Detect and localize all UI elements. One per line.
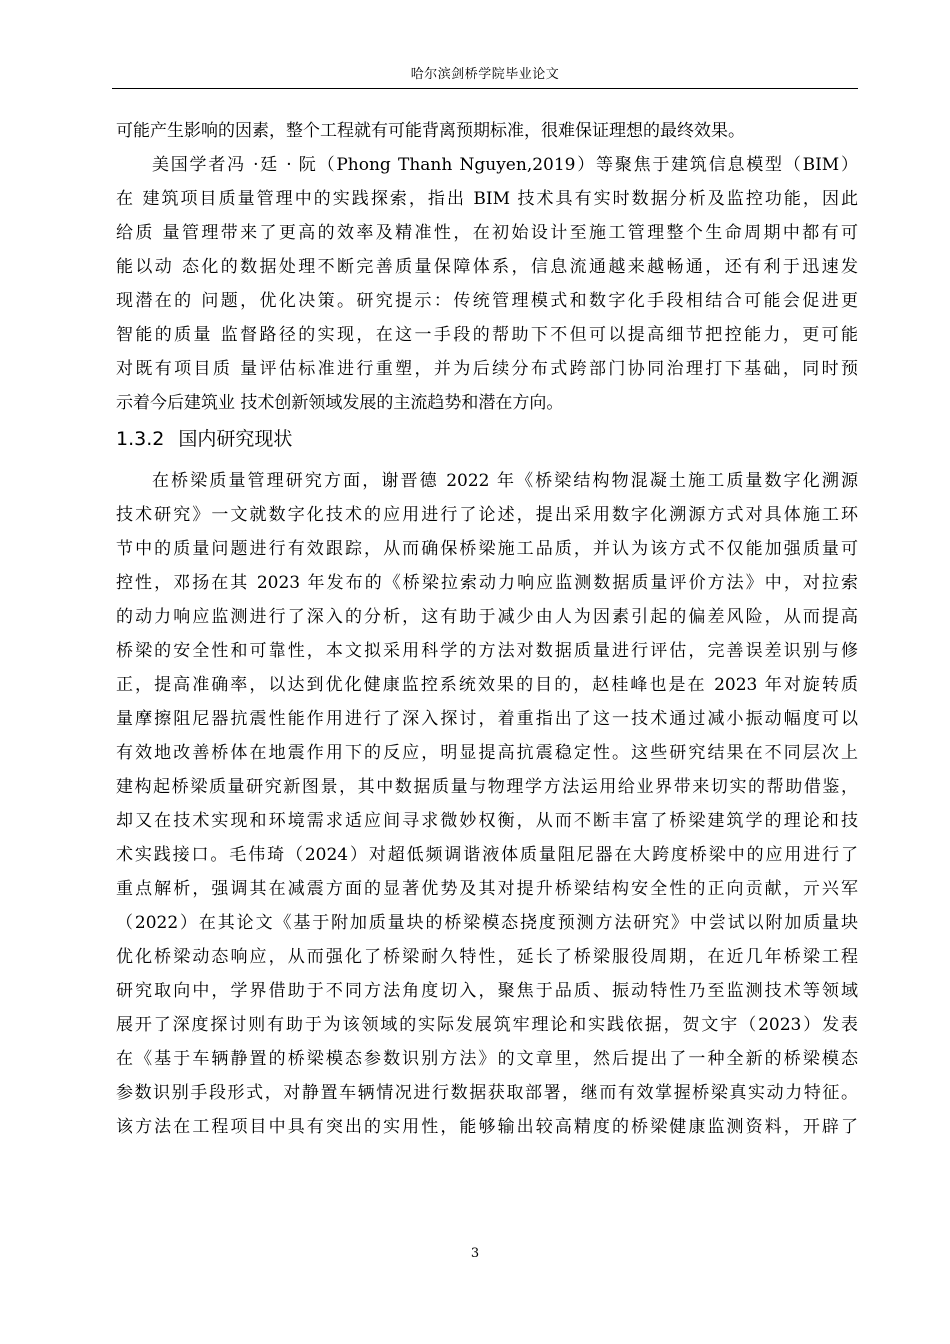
body-text-line: 重点解析，强调其在减震方面的显著优势及其对提升桥梁结构安全性的正向贡献，亓兴军 xyxy=(116,879,858,899)
body-text-line: 在桥梁质量管理研究方面，谢晋德 2022 年《桥梁结构物混凝土施工质量数字化溯源 xyxy=(152,471,858,491)
body-text-line: 能以动 态化的数据处理不断完善质量保障体系，信息流通越来越畅通，还有利于迅速发 xyxy=(116,257,858,277)
page-number: 3 xyxy=(470,1246,480,1261)
section-heading xyxy=(116,424,292,454)
body-text-line: 优化桥梁动态响应，从而强化了桥梁耐久特性，延长了桥梁服役周期，在近几年桥梁工程 xyxy=(116,947,858,967)
body-text-line: 对既有项目质 量评估标准进行重塑，并为后续分布式跨部门协同治理打下基础，同时预 xyxy=(116,359,858,379)
body-text-line: 该方法在工程项目中具有突出的实用性，能够输出较高精度的桥梁健康监测资料，开辟了 xyxy=(116,1117,858,1137)
body-text-line: 可能产生影响的因素，整个工程就有可能背离预期标准，很难保证理想的最终效果。 xyxy=(116,121,745,141)
body-text-line: （2022）在其论文《基于附加质量块的桥梁模态挠度预测方法研究》中尝试以附加质量块 xyxy=(116,913,858,933)
body-text-line: 智能的质量 监督路径的实现，在这一手段的帮助下不但可以提高细节把控能力，更可能 xyxy=(116,325,858,345)
body-text-line: 却又在技术实现和环境需求适应间寻求微妙权衡，从而不断丰富了桥梁建筑学的理论和技 xyxy=(116,811,858,831)
body-text-line: 展开了深度探讨则有助于为该领域的实际发展筑牢理论和实践依据，贺文宇（2023）发表 xyxy=(116,1015,858,1035)
body-text-line: 控性，邓扬在其 2023 年发布的《桥梁拉索动力响应监测数据质量评价方法》中，对拉索 xyxy=(116,573,858,593)
body-text-line: 现潜在的 问题，优化决策。研究提示：传统管理模式和数字化手段相结合可能会促进更 xyxy=(116,291,858,311)
body-text-line: 技术研究》一文就数字化技术的应用进行了论述，提出采用数字化溯源方式对具体施工环 xyxy=(116,505,858,525)
body-text-line: 参数识别手段形式，对静置车辆情况进行数据获取部署，继而有效掌握桥梁真实动力特征。 xyxy=(116,1083,858,1103)
body-text-line: 在《基于车辆静置的桥梁模态参数识别方法》的文章里，然后提出了一种全新的桥梁模态 xyxy=(116,1049,858,1069)
page-header: 哈尔滨剑桥学院毕业论文 xyxy=(112,62,858,89)
body-text-line: 桥梁的安全性和可靠性，本文拟采用科学的方法对数据质量进行评估，完善误差识别与修 xyxy=(116,641,858,661)
body-text-line: 量摩擦阻尼器抗震性能作用进行了深入探讨，着重指出了这一技术通过减小振动幅度可以 xyxy=(116,709,858,729)
body-text-line: 节中的质量问题进行有效跟踪，从而确保桥梁施工品质，并认为该方式不仅能加强质量可 xyxy=(116,539,858,559)
body-text-line: 术实践接口。毛伟琦（2024）对超低频调谐液体质量阻尼器在大跨度桥梁中的应用进行了 xyxy=(116,845,858,865)
body-text-line: 示着今后建筑业 技术创新领域发展的主流趋势和潜在方向。 xyxy=(116,393,564,413)
body-text-line: 正，提高准确率，以达到优化健康监控系统效果的目的，赵桂峰也是在 2023 年对旋转质 xyxy=(116,675,858,695)
body-text-line: 在 建筑项目质量管理中的实践探索，指出 BIM 技术具有实时数据分析及监控功能，因此 xyxy=(116,189,858,209)
body-text-line: 研究取向中，学界借助于不同方法角度切入，聚焦于品质、振动特性乃至监测技术等领域 xyxy=(116,981,858,1001)
section-number: 1.3.2 xyxy=(116,428,165,450)
body-text-line: 建构起桥梁质量研究新图景，其中数据质量与物理学方法运用给业界带来切实的帮助借鉴， xyxy=(116,777,858,797)
body-text-line: 有效地改善桥体在地震作用下的反应，明显提高抗震稳定性。这些研究结果在不同层次上 xyxy=(116,743,858,763)
section-title: 国内研究现状 xyxy=(178,428,293,450)
body-text-line: 美国学者冯 ·廷 · 阮（Phong Thanh Nguyen,2019）等聚焦于建筑信息模型（BIM） xyxy=(152,155,858,175)
body-text-line: 的动力响应监测进行了深入的分析，这有助于减少由人为因素引起的偏差风险，从而提高 xyxy=(116,607,858,627)
body-text-line: 给质 量管理带来了更高的效率及精准性，在初始设计至施工管理整个生命周期中都有可 xyxy=(116,223,858,243)
